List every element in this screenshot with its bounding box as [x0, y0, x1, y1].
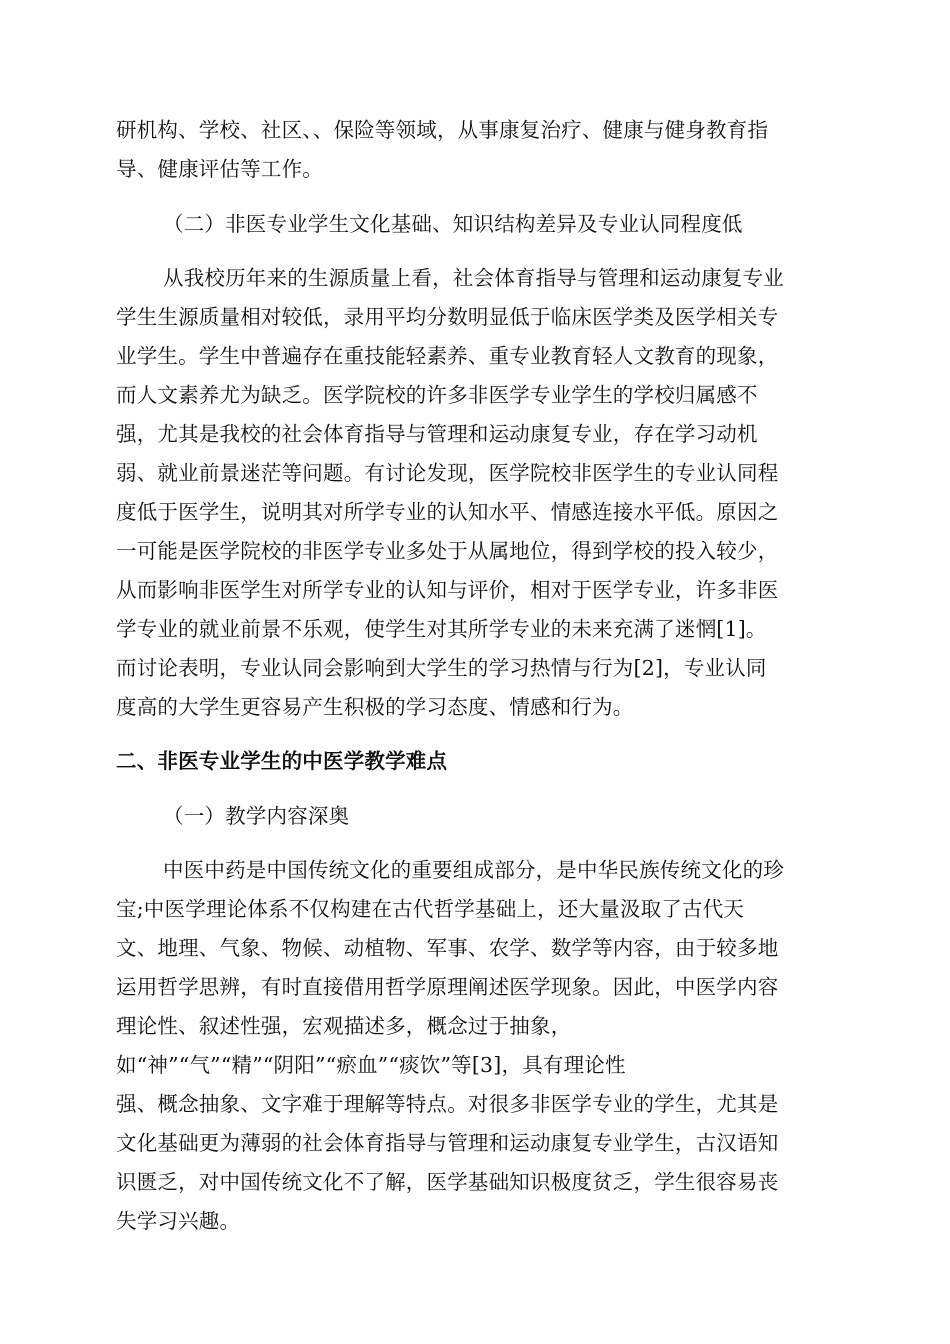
text-line: 理论性、叙述性强，宏观描述多，概念过于抽象，: [116, 1014, 572, 1038]
text-line: 而人文素养尤为缺乏。医学院校的许多非医学专业学生的学校归属感不: [116, 383, 758, 407]
text-line: 文化基础更为薄弱的社会体育指导与管理和运动康复专业学生，古汉语知: [116, 1131, 779, 1155]
text-line: 识匮乏，对中国传统文化不了解，医学基础知识极度贫乏，学生很容易丧: [116, 1170, 779, 1194]
text-line: 度高的大学生更容易产生积极的学习态度、情感和行为。: [116, 695, 634, 719]
text-line: 业学生。学生中普遍存在重技能轻素养、重专业教育轻人文教育的现象，: [116, 344, 779, 368]
text-line: 弱、就业前景迷茫等问题。有讨论发现，医学院校非医学生的专业认同程: [116, 461, 779, 485]
text-line: 失学习兴趣。: [116, 1209, 241, 1233]
text-line: 而讨论表明，专业认同会影响到大学生的学习热情与行为[2]，专业认同: [116, 656, 767, 680]
text-line: 从我校历年来的生源质量上看，社会体育指导与管理和运动康复专业: [163, 266, 784, 290]
text-line: 一可能是医学院校的非医学专业多处于从属地位，得到学校的投入较少，: [116, 539, 779, 563]
text-line: 从而影响非医学生对所学专业的认知与评价，相对于医学专业，许多非医: [116, 578, 779, 602]
text-line: 度低于医学生，说明其对所学专业的认知水平、情感连接水平低。原因之: [116, 500, 779, 524]
text-line: 学专业的就业前景不乐观，使学生对其所学专业的未来充满了迷惘[1]。: [116, 617, 767, 641]
section-heading: 二、非医专业学生的中医学教学难点: [116, 749, 448, 773]
text-line: 学生生源质量相对较低，录用平均分数明显低于临床医学类及医学相关专: [116, 305, 779, 329]
text-line: 文、地理、气象、物候、动植物、军事、农学、数学等内容，由于较多地: [116, 936, 779, 960]
text-line: 强、概念抽象、文字难于理解等特点。对很多非医学专业的学生，尤其是: [116, 1092, 779, 1116]
subsection-heading: （二）非医专业学生文化基础、知识结构差异及专业认同程度低: [163, 212, 743, 236]
text-line: 研机构、学校、社区、、保险等领域，从事康复治疗、健康与健身教育指: [116, 118, 769, 142]
text-line: 强，尤其是我校的社会体育指导与管理和运动康复专业，存在学习动机: [116, 422, 758, 446]
text-line: 导、健康评估等工作。: [116, 157, 323, 181]
text-line: 中医中药是中国传统文化的重要组成部分，是中华民族传统文化的珍: [163, 858, 784, 882]
text-line: 运用哲学思辨，有时直接借用哲学原理阐述医学现象。因此，中医学内容: [116, 975, 779, 999]
subsection-heading: （一）教学内容深奥: [163, 804, 350, 828]
text-line: 如“神”“气”“精”“阴阳”“瘀血”“痰饮”等[3]，具有理论性: [116, 1053, 626, 1077]
text-line: 宝;中医学理论体系不仅构建在古代哲学基础上，还大量汲取了古代天: [116, 897, 745, 921]
